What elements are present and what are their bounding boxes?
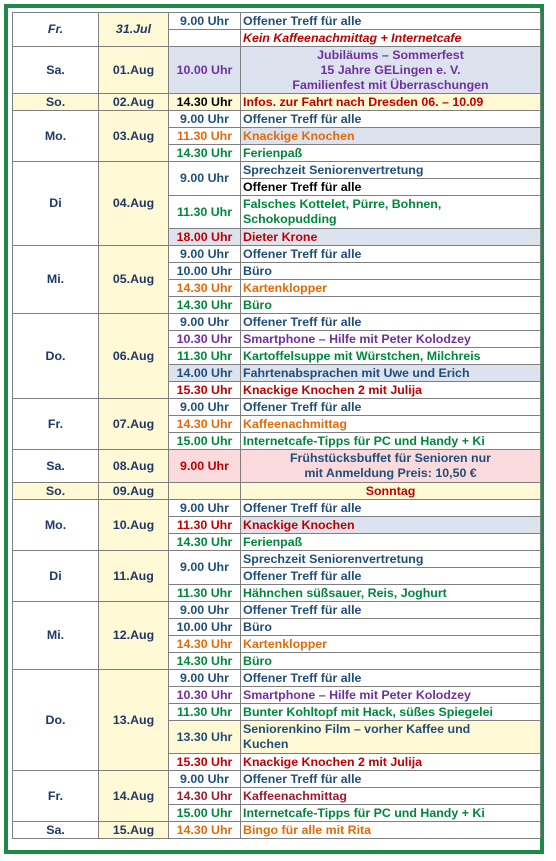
event-cell: Offener Treff für alle <box>241 13 541 30</box>
event-cell: Ferienpaß <box>241 534 541 551</box>
date-cell: 02.Aug <box>99 94 169 111</box>
event-cell: Dieter Krone <box>241 229 541 246</box>
time-cell: 14.30 Uhr <box>169 416 241 433</box>
event-cell: Hähnchen süßsauer, Reis, Joghurt <box>241 585 541 602</box>
time-cell: 9.00 Uhr <box>169 399 241 416</box>
schedule-row <box>13 162 541 179</box>
day-cell: Mi. <box>13 246 99 314</box>
time-cell: 10.30 Uhr <box>169 687 241 704</box>
time-cell <box>169 483 241 500</box>
schedule-row <box>13 47 541 94</box>
time-cell: 14.30 Uhr <box>169 636 241 653</box>
event-cell: Kein Kaffeenachmittag + Internetcafe <box>241 30 541 47</box>
event-cell: Sprechzeit Seniorenvertretung <box>241 551 541 568</box>
time-cell: 11.30 Uhr <box>169 348 241 365</box>
time-cell: 9.00 Uhr <box>169 111 241 128</box>
schedule-row <box>13 822 541 839</box>
event-cell: Offener Treff für alle <box>241 771 541 788</box>
schedule-row <box>13 399 541 416</box>
time-cell: 9.00 Uhr <box>169 670 241 687</box>
time-cell: 15.00 Uhr <box>169 805 241 822</box>
date-cell: 08.Aug <box>99 450 169 483</box>
event-cell: Offener Treff für alle <box>241 111 541 128</box>
day-cell: So. <box>13 94 99 111</box>
time-cell: 11.30 Uhr <box>169 196 241 229</box>
event-cell: Kartoffelsuppe mit Würstchen, Milchreis <box>241 348 541 365</box>
day-cell: Fr. <box>13 399 99 450</box>
date-cell: 13.Aug <box>99 670 169 771</box>
day-cell: Di <box>13 162 99 246</box>
event-cell: Infos. zur Fahrt nach Dresden 06. – 10.09 <box>241 94 541 111</box>
event-cell: Bunter Kohltopf mit Hack, süßes Spiegelei <box>241 704 541 721</box>
event-cell: Internetcafe-Tipps für PC und Handy + Ki <box>241 433 541 450</box>
schedule-row <box>13 94 541 111</box>
day-cell: So. <box>13 483 99 500</box>
event-cell: Offener Treff für alle <box>241 568 541 585</box>
time-cell: 11.30 Uhr <box>169 585 241 602</box>
schedule-row <box>13 246 541 263</box>
time-cell: 9.00 Uhr <box>169 246 241 263</box>
time-cell: 14.30 Uhr <box>169 94 241 111</box>
schedule-row <box>13 771 541 788</box>
event-cell: Smartphone – Hilfe mit Peter Kolodzey <box>241 331 541 348</box>
time-cell: 14.30 Uhr <box>169 534 241 551</box>
time-cell: 14.30 Uhr <box>169 280 241 297</box>
event-cell: Büro <box>241 263 541 280</box>
event-cell: Büro <box>241 653 541 670</box>
event-cell: Sonntag <box>241 483 541 500</box>
time-cell: 9.00 Uhr <box>169 13 241 30</box>
event-cell: Knackige Knochen <box>241 128 541 145</box>
time-cell: 9.00 Uhr <box>169 162 241 196</box>
event-cell: Offener Treff für alle <box>241 670 541 687</box>
time-cell: 11.30 Uhr <box>169 128 241 145</box>
time-cell: 10.30 Uhr <box>169 331 241 348</box>
day-cell: Mo. <box>13 500 99 551</box>
event-cell: Jubiläums – Sommerfest 15 Jahre GELingen e. V. Familienfest mit Überraschungen <box>241 47 541 94</box>
event-cell: Ferienpaß <box>241 145 541 162</box>
event-cell: Falsches Kottelet, Pürre, Bohnen, Schokopudding <box>241 196 541 229</box>
time-cell: 14.30 Uhr <box>169 788 241 805</box>
time-cell: 14.30 Uhr <box>169 653 241 670</box>
day-cell: Do. <box>13 670 99 771</box>
date-cell: 05.Aug <box>99 246 169 314</box>
date-cell: 01.Aug <box>99 47 169 94</box>
date-cell: 07.Aug <box>99 399 169 450</box>
time-cell: 13.30 Uhr <box>169 721 241 754</box>
event-cell: Internetcafe-Tipps für PC und Handy + Ki <box>241 805 541 822</box>
time-cell: 9.00 Uhr <box>169 771 241 788</box>
date-cell: 06.Aug <box>99 314 169 399</box>
event-cell: Kaffeenachmittag <box>241 788 541 805</box>
day-cell: Di <box>13 551 99 602</box>
event-cell: Frühstücksbuffet für Senioren nur mit Anmeldung Preis: 10,50 € <box>241 450 541 483</box>
date-cell: 11.Aug <box>99 551 169 602</box>
event-cell: Sprechzeit Seniorenvertretung <box>241 162 541 179</box>
schedule-row <box>13 13 541 30</box>
date-cell: 31.Jul <box>99 13 169 47</box>
time-cell: 14.00 Uhr <box>169 365 241 382</box>
event-cell: Offener Treff für alle <box>241 399 541 416</box>
event-cell: Offener Treff für alle <box>241 602 541 619</box>
event-cell: Offener Treff für alle <box>241 179 541 196</box>
time-cell: 9.00 Uhr <box>169 551 241 585</box>
date-cell: 15.Aug <box>99 822 169 839</box>
day-cell: Mi. <box>13 602 99 670</box>
time-cell: 11.30 Uhr <box>169 517 241 534</box>
time-cell: 10.00 Uhr <box>169 619 241 636</box>
event-cell: Bingo für alle mit Rita <box>241 822 541 839</box>
event-cell: Knackige Knochen <box>241 517 541 534</box>
time-cell: 11.30 Uhr <box>169 704 241 721</box>
time-cell: 14.30 Uhr <box>169 822 241 839</box>
time-cell: 9.00 Uhr <box>169 314 241 331</box>
date-cell: 03.Aug <box>99 111 169 162</box>
schedule-row <box>13 551 541 568</box>
schedule-row <box>13 483 541 500</box>
schedule-row <box>13 500 541 517</box>
event-cell: Offener Treff für alle <box>241 246 541 263</box>
schedule-body <box>13 13 541 839</box>
day-cell: Sa. <box>13 47 99 94</box>
event-cell: Seniorenkino Film – vorher Kaffee und Kuchen <box>241 721 541 754</box>
time-cell: 14.30 Uhr <box>169 145 241 162</box>
date-cell: 10.Aug <box>99 500 169 551</box>
schedule-row <box>13 314 541 331</box>
time-cell <box>169 30 241 47</box>
schedule-row <box>13 670 541 687</box>
event-cell: Smartphone – Hilfe mit Peter Kolodzey <box>241 687 541 704</box>
time-cell: 9.00 Uhr <box>169 500 241 517</box>
event-cell: Knackige Knochen 2 mit Julija <box>241 754 541 771</box>
event-cell: Kartenklopper <box>241 280 541 297</box>
event-cell: Büro <box>241 297 541 314</box>
time-cell: 10.00 Uhr <box>169 263 241 280</box>
time-cell: 18.00 Uhr <box>169 229 241 246</box>
time-cell: 14.30 Uhr <box>169 297 241 314</box>
event-cell: Offener Treff für alle <box>241 500 541 517</box>
schedule-row <box>13 111 541 128</box>
time-cell: 15.00 Uhr <box>169 433 241 450</box>
date-cell: 14.Aug <box>99 771 169 822</box>
event-cell: Kaffeenachmittag <box>241 416 541 433</box>
event-cell: Knackige Knochen 2 mit Julija <box>241 382 541 399</box>
time-cell: 9.00 Uhr <box>169 602 241 619</box>
event-cell: Offener Treff für alle <box>241 314 541 331</box>
event-cell: Kartenklopper <box>241 636 541 653</box>
schedule-row <box>13 450 541 483</box>
day-cell: Sa. <box>13 822 99 839</box>
time-cell: 15.30 Uhr <box>169 382 241 399</box>
event-cell: Büro <box>241 619 541 636</box>
time-cell: 9.00 Uhr <box>169 450 241 483</box>
day-cell: Sa. <box>13 450 99 483</box>
time-cell: 15.30 Uhr <box>169 754 241 771</box>
date-cell: 04.Aug <box>99 162 169 246</box>
day-cell: Do. <box>13 314 99 399</box>
day-cell: Mo. <box>13 111 99 162</box>
day-cell: Fr. <box>13 13 99 47</box>
schedule-row <box>13 602 541 619</box>
schedule-table <box>12 12 541 839</box>
time-cell: 10.00 Uhr <box>169 47 241 94</box>
date-cell: 09.Aug <box>99 483 169 500</box>
day-cell: Fr. <box>13 771 99 822</box>
event-cell: Fahrtenabsprachen mit Uwe und Erich <box>241 365 541 382</box>
date-cell: 12.Aug <box>99 602 169 670</box>
